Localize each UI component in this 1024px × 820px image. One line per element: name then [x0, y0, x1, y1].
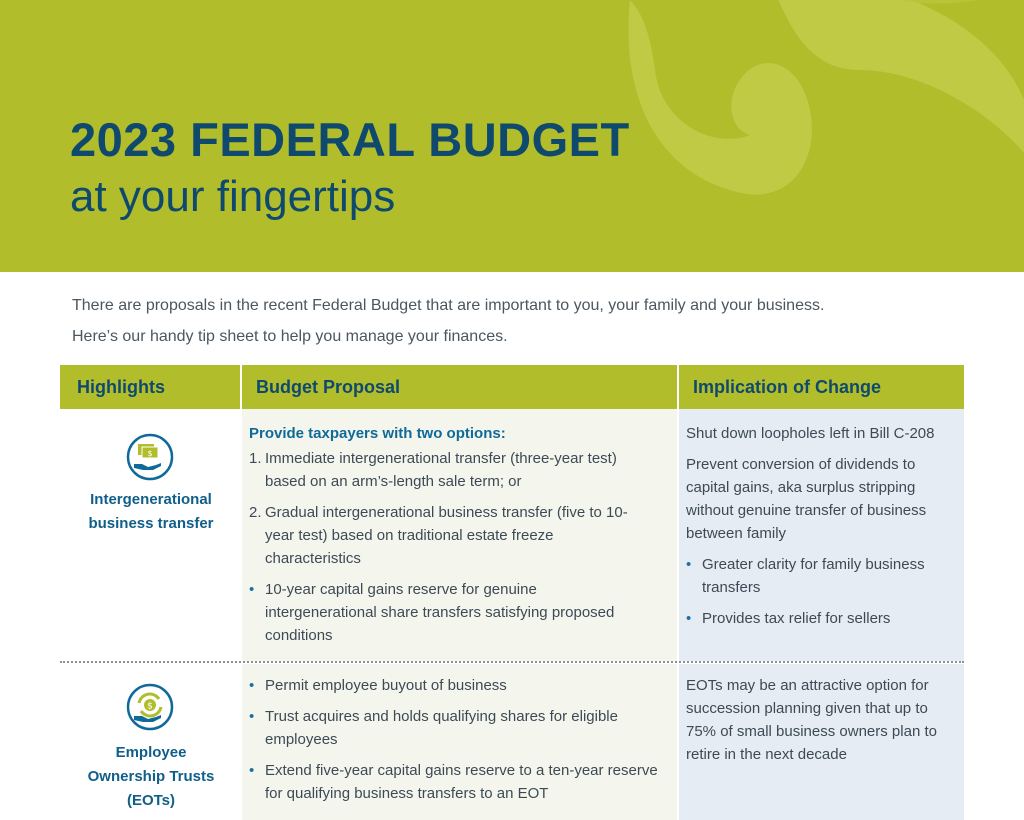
intro-line-1: There are proposals in the recent Federal Budget that are important to you, your family and your business.: [72, 297, 825, 314]
table-header: [60, 365, 964, 409]
highlight-label-line: Ownership Trusts: [87, 768, 215, 785]
header-budget-proposal: Budget Proposal: [256, 377, 401, 397]
list-item: • 10-year capital gains reserve for genuine intergenerational share transfers satisfying proposed conditions: [249, 578, 649, 647]
header-highlights: Highlights: [77, 377, 165, 397]
money-transfer-hand-icon: [123, 433, 177, 481]
list-number: 1.: [249, 450, 262, 467]
highlight-label-line: Employee: [115, 744, 187, 761]
highlight-label-line: Intergenerational: [90, 491, 212, 508]
header-implication: Implication of Change: [693, 377, 882, 397]
list-item: • Provides tax relief for sellers: [686, 607, 958, 630]
svg-text:$: $: [147, 701, 153, 712]
proposal-lead: Provide taxpayers with two options:: [249, 425, 506, 442]
list-item-text: Gradual intergenerational business transfer (five to 10-year test) based on traditional estate freeze characteristics: [265, 504, 628, 567]
highlight-eots: [60, 741, 242, 813]
implication-paragraph: Shut down loopholes left in Bill C-208: [686, 425, 935, 442]
list-item: • Greater clarity for family business transfers: [686, 553, 958, 599]
row-divider: [60, 661, 964, 663]
implication-paragraph: EOTs may be an attractive option for succession planning given that up to 75% of small business owners plan to retire in the next decade: [686, 677, 937, 763]
list-item: • Extend five-year capital gains reserve to a ten-year reserve for qualifying business transfers to an EOT: [249, 759, 659, 805]
intro-text: [72, 290, 824, 352]
page-title: 2023 FEDERAL BUDGET: [70, 113, 630, 166]
header-banner: [0, 0, 1024, 272]
highlight-label-line: (EOTs): [126, 792, 176, 809]
implication-paragraph: Prevent conversion of dividends to capital gains, aka surplus stripping without genuine transfer of business between family: [686, 456, 927, 542]
page-subtitle: at your fingertips: [70, 172, 396, 221]
highlight-label-line: business transfer: [88, 515, 214, 532]
list-item: • Permit employee buyout of business: [249, 674, 659, 697]
list-item: • Trust acquires and holds qualifying shares for eligible employees: [249, 705, 659, 751]
list-item: [249, 447, 649, 493]
highlight-intergenerational: [60, 488, 242, 536]
dollar-cycle-hand-icon: [123, 683, 177, 731]
list-item: [249, 501, 649, 570]
implication-cell-row-2: [686, 674, 958, 774]
proposal-cell-row-2: [249, 674, 659, 813]
intro-line-2: Here’s our handy tip sheet to help you manage your finances.: [72, 328, 508, 345]
column-divider: [677, 365, 679, 820]
list-number: 2.: [249, 504, 262, 521]
list-item-text: Immediate intergenerational transfer (three-year test) based on an arm’s-length sale term; or: [265, 450, 617, 490]
svg-text:$: $: [147, 449, 153, 458]
implication-cell-row-1: [686, 422, 958, 638]
proposal-cell-row-1: [249, 422, 649, 655]
